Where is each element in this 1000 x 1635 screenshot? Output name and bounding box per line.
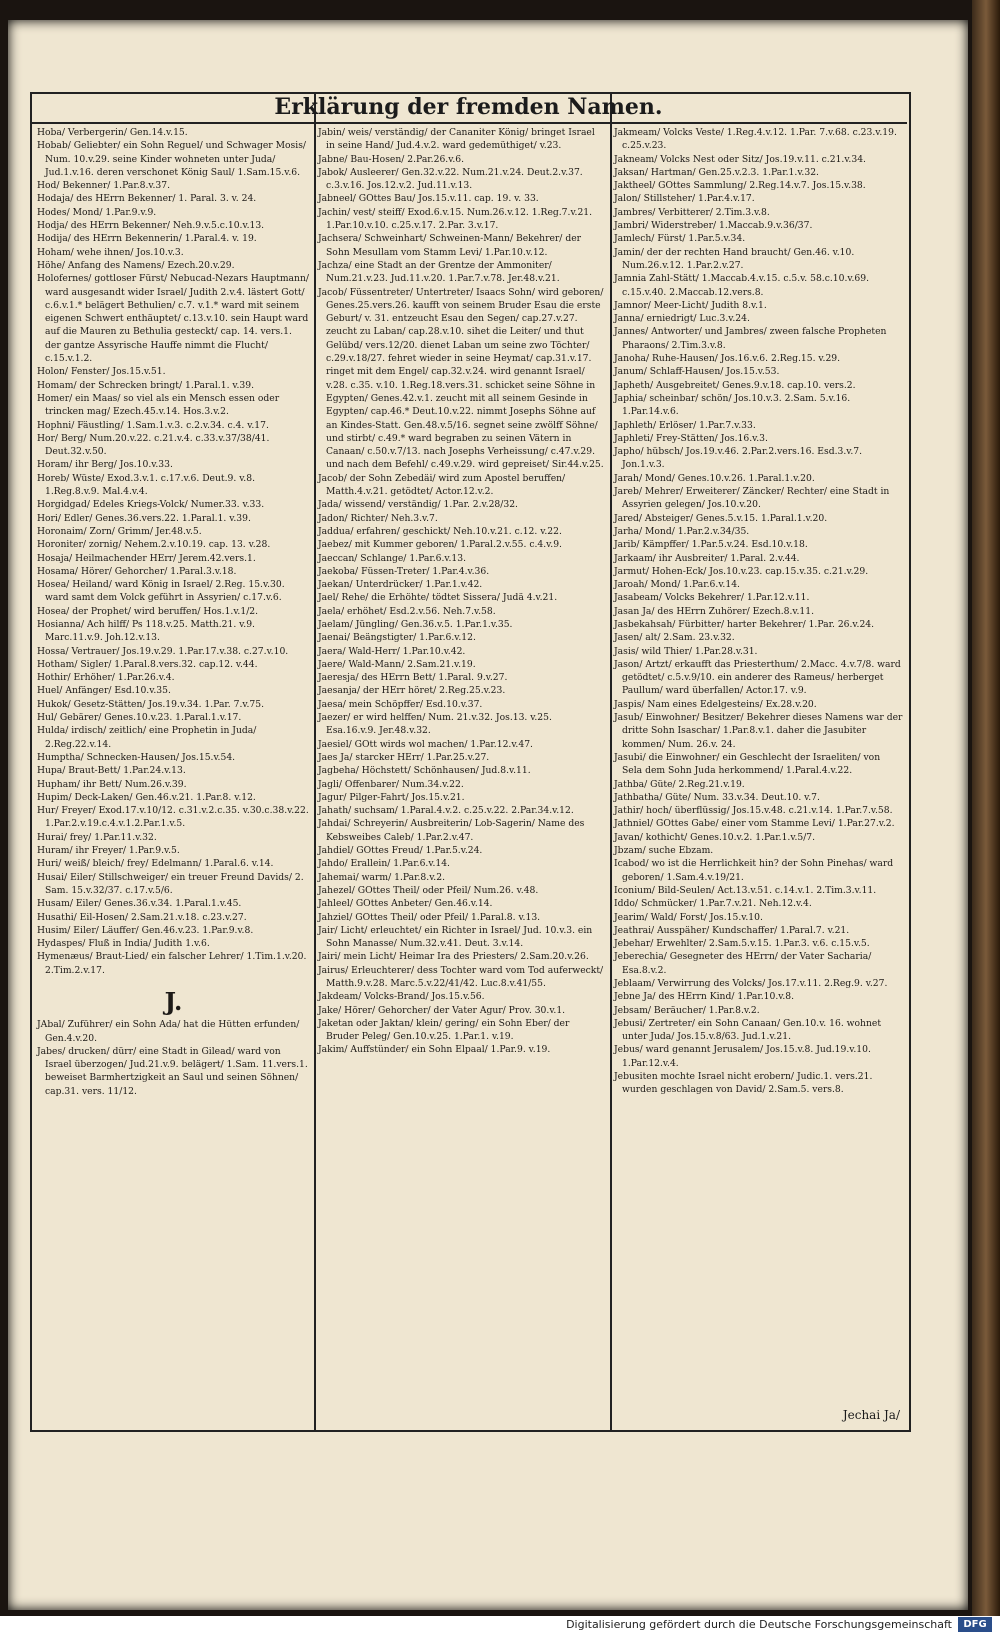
dictionary-entry: Hosaja/ Heilmachender HErr/ Jerem.42.vers.1. (37, 552, 256, 564)
dictionary-entry: Horoniter/ zornig/ Nehem.2.v.10.19. cap. 13. v.28. (37, 539, 271, 551)
dictionary-entry: Hymenæus/ Braut-Lied/ ein falscher Lehrer/ 1.Tim.1.v.20. 2.Tim.2.v.17. (37, 951, 307, 976)
dictionary-entry: Hupham/ ihr Bett/ Num.26.v.39. (37, 778, 187, 790)
section-letter: J. (164, 987, 183, 1016)
dictionary-entry: Hor/ Berg/ Num.20.v.22. c.21.v.4. c.33.v.37/38/41. Deut.32.v.50. (37, 432, 270, 458)
dictionary-entry: Jael/ Rehe/ die Erhöhte/ tödtet Sissera/ Judä 4.v.21. (318, 592, 558, 604)
dictionary-entry: Jebus/ ward genannt Jerusalem/ Jos.15.v.8. Jud.19.v.10. 1.Par.12.v.4. (614, 1044, 871, 1069)
dictionary-entry: Holofernes/ gottloser Fürst/ Nebucad-Nezars Hauptmann/ ward ausgesandt wider Israel/ Judith 2.v.4. lästert Gott/ c.6.v.1.* belägert Bethulien/ c.7. v.1.* ward mit seinem eigenen Schwert enthäuptet/ c.13.v.10. sein Haupt ward auf die Mauren zu Bethulia gesteckt/ cap. 14. vers.1. der gantze Assyrische Hauffe nimmt die Flucht/ c.15.v.1.2. (37, 273, 309, 365)
dictionary-entry: Jakdeam/ Volcks-Brand/ Jos.15.v.56. (318, 991, 485, 1003)
dictionary-entry: Jaes Ja/ starcker HErr/ 1.Par.25.v.27. (318, 751, 490, 763)
dictionary-entry: Jaela/ erhöhet/ Esd.2.v.56. Neh.7.v.58. (318, 605, 496, 617)
dictionary-entry: Husim/ Eiler/ Läuffer/ Gen.46.v.23. 1.Par.9.v.8. (37, 924, 254, 936)
dictionary-entry: Jaekan/ Unterdrücker/ 1.Par.1.v.42. (318, 579, 483, 591)
dictionary-entry: Japhia/ scheinbar/ schön/ Jos.10.v.3. 2.Sam. 5.v.16. 1.Par.14.v.6. (614, 392, 851, 418)
dictionary-entry: Hosea/ der Prophet/ wird beruffen/ Hos.1.v.1/2. (37, 605, 259, 617)
dictionary-entry: Husam/ Eiler/ Genes.36.v.34. 1.Paral.1.v.45. (37, 898, 242, 910)
column-1 (33, 124, 314, 1424)
dictionary-entry: Jannes/ Antworter/ und Jambres/ zween falsche Propheten Pharaons/ 2.Tim.3.v.8. (614, 326, 887, 351)
dictionary-entry: Japho/ hübsch/ Jos.19.v.46. 2.Par.2.vers.16. Esd.3.v.7. Jon.1.v.3. (614, 446, 863, 471)
dictionary-entry: Jasan Ja/ des HErrn Zuhörer/ Ezech.8.v.11. (614, 605, 815, 617)
dictionary-entry: Husai/ Eiler/ Stillschweiger/ ein treuer Freund Davids/ 2. Sam. 15.v.32/37. c.17.v.5/6. (37, 871, 304, 896)
page-header (30, 92, 907, 124)
dictionary-entry: Javan/ kothicht/ Genes.10.v.2. 1.Par.1.v.5/7. (614, 831, 816, 843)
dictionary-entry: Hurai/ frey/ 1.Par.11.v.32. (37, 831, 157, 843)
column-3 (610, 124, 907, 1424)
dictionary-entry: Huri/ weiß/ bleich/ frey/ Edelmann/ 1.Paral.6. v.14. (37, 858, 274, 870)
dictionary-entry: Jamnor/ Meer-Licht/ Judith 8.v.1. (614, 299, 767, 311)
dictionary-entry: Iddo/ Schmücker/ 1.Par.7.v.21. Neh.12.v.4. (614, 898, 812, 910)
dictionary-entry: Jadon/ Richter/ Neh.3.v.7. (318, 512, 438, 524)
dictionary-entry: Hydaspes/ Fluß in India/ Judith 1.v.6. (37, 938, 210, 950)
dictionary-entry: Jeblaam/ Verwirrung des Volcks/ Jos.17.v.11. 2.Reg.9. v.27. (614, 978, 888, 989)
column-2 (314, 124, 608, 1424)
dictionary-entry: Jambri/ Widerstreber/ 1.Maccab.9.v.36/37. (614, 220, 813, 232)
dictionary-entry: Jebusi/ Zertreter/ ein Sohn Canaan/ Gen.10.v. 16. wohnet unter Juda/ Jos.15.v.8/63. Jud.1.v.21. (614, 1017, 882, 1043)
dictionary-entry: Hossa/ Vertrauer/ Jos.19.v.29. 1.Par.17.v.38. c.27.v.10. (37, 645, 289, 657)
dictionary-entry: Hothir/ Erhöher/ 1.Par.26.v.4. (37, 672, 175, 684)
dictionary-entry: Horeb/ Wüste/ Exod.3.v.1. c.17.v.6. Deut.9. v.8. 1.Reg.8.v.9. Mal.4.v.4. (37, 472, 255, 498)
footer-bar (0, 1616, 1000, 1635)
dictionary-entry: Jahdiel/ GOttes Freud/ 1.Par.5.v.24. (318, 845, 483, 857)
dictionary-entry: Jaketan oder Jaktan/ klein/ gering/ ein Sohn Eber/ der Bruder Peleg/ Gen.10.v.25. 1.Par.1. v.19. (318, 1017, 570, 1043)
dictionary-entry: Jagli/ Offenbarer/ Num.34.v.22. (318, 778, 464, 790)
dictionary-entry: Jasen/ alt/ 2.Sam. 23.v.32. (614, 632, 735, 644)
dictionary-entry: Jebne Ja/ des HErrn Kind/ 1.Par.10.v.8. (614, 991, 795, 1003)
dictionary-entry: Jahdai/ Schreyerin/ Ausbreiterin/ Lob-Sagerin/ Name des Kebsweibes Caleb/ 1.Par.2.v.47. (318, 818, 585, 843)
dictionary-entry: Jebusiten mochte Israel nicht erobern/ Judic.1. vers.21. wurden geschlagen von David/ 2.Sam.5. vers.8. (614, 1071, 873, 1096)
dictionary-entry: Jarkaam/ ihr Ausbreiter/ 1.Paral. 2.v.44. (614, 552, 800, 564)
dictionary-entry: Jabne/ Bau-Hosen/ 2.Par.26.v.6. (318, 153, 465, 165)
dictionary-entry: Hupim/ Deck-Laken/ Gen.46.v.21. 1.Par.8. v.12. (37, 791, 256, 803)
dictionary-entry: Jabin/ weis/ verständig/ der Cananiter König/ bringet Israel in seine Hand/ Jud.4.v.2. ward gedemüthiget/ v.23. (318, 127, 595, 152)
catchword: Jechai Ja/ (842, 1408, 900, 1422)
dictionary-entry: Jada/ wissend/ verständig/ 1.Par. 2.v.28/32. (318, 499, 518, 511)
dictionary-entry: Jagbeha/ Höchstett/ Schönhausen/ Jud.8.v.11. (318, 765, 531, 777)
dictionary-entry: Hori/ Edler/ Genes.36.vers.22. 1.Paral.1. v.39. (37, 512, 251, 524)
dictionary-entry: Hur/ Freyer/ Exod.17.v.10/12. c.31.v.2.c.35. v.30.c.38.v.22. 1.Par.2.v.19.c.4.v.1.2.Par.1.v.5. (37, 805, 309, 830)
dictionary-entry: Hodija/ des HErrn Bekennerin/ 1.Paral.4. v. 19. (37, 233, 257, 245)
dictionary-entry: Jabok/ Ausleerer/ Gen.32.v.22. Num.21.v.24. Deut.2.v.37. c.3.v.16. Jos.12.v.2. Jud.11.v.13. (318, 166, 583, 192)
dictionary-entry: Jahezel/ GOttes Theil/ oder Pfeil/ Num.26. v.48. (318, 884, 539, 896)
dictionary-entry: Jathbatha/ Güte/ Num. 33.v.34. Deut.10. v.7. (614, 791, 820, 803)
dictionary-entry: Jagur/ Pilger-Fahrt/ Jos.15.v.21. (318, 791, 465, 803)
dictionary-entry: Japheth/ Ausgebreitet/ Genes.9.v.18. cap.10. vers.2. (614, 379, 856, 391)
dictionary-entry: Jaebez/ mit Kummer geboren/ 1.Paral.2.v.55. c.4.v.9. (318, 539, 562, 551)
dictionary-entry: Horgidgad/ Edeles Kriegs-Volck/ Numer.33. v.33. (37, 499, 265, 511)
dictionary-entry: Jeberechia/ Gesegneter des HErrn/ der Vater Sacharia/ Esa.8.v.2. (614, 951, 872, 976)
dictionary-entry: Hosama/ Hörer/ Gehorcher/ 1.Paral.3.v.18. (37, 565, 237, 577)
dictionary-entry: Jachza/ eine Stadt an der Grentze der Ammoniter/ Num.21.v.23. Jud.11.v.20. 1.Par.7.v.78. Jer.48.v.21. (318, 259, 560, 285)
footer-credit: Digitalisierung gefördert durch die Deutsche Forschungsgemeinschaft (566, 1618, 952, 1631)
dictionary-entry: Jacob/ der Sohn Zebedäi/ wird zum Apostel beruffen/ Matth.4.v.21. getödtet/ Actor.12.v.2. (318, 472, 566, 498)
dictionary-entry: Jakmeam/ Volcks Veste/ 1.Reg.4.v.12. 1.Par. 7.v.68. c.23.v.19. c.25.v.23. (614, 127, 897, 152)
dictionary-entry: Jasis/ wild Thier/ 1.Par.28.v.31. (614, 645, 758, 657)
dictionary-entry: Hodes/ Mond/ 1.Par.9.v.9. (37, 206, 157, 218)
dictionary-entry: Jarib/ Kämpffer/ 1.Par.5.v.24. Esd.10.v.18. (614, 539, 808, 551)
dictionary-entry: Janum/ Schlaff-Hausen/ Jos.15.v.53. (614, 366, 780, 378)
dictionary-entry: Jair/ Licht/ erleuchtet/ ein Richter in Israel/ Jud. 10.v.3. ein Sohn Manasse/ Num.32.v.41. Deut. 3.v.14. (318, 924, 593, 950)
dictionary-entry: Jalon/ Stillsteher/ 1.Par.4.v.17. (614, 193, 755, 205)
dictionary-entry: Hodaja/ des HErrn Bekenner/ 1. Paral. 3. v. 24. (37, 193, 257, 205)
dictionary-entry: Jaksan/ Hartman/ Gen.25.v.2.3. 1.Par.1.v.32. (614, 166, 819, 178)
dictionary-entry: Huram/ ihr Freyer/ 1.Par.9.v.5. (37, 845, 180, 857)
dictionary-entry: Horam/ ihr Berg/ Jos.10.v.33. (37, 459, 173, 471)
dictionary-entry: Jaekoba/ Füssen-Treter/ 1.Par.4.v.36. (318, 565, 490, 577)
book-binding (972, 0, 1000, 1635)
dictionary-entry: Jasubi/ die Einwohner/ ein Geschlecht der Israeliten/ von Sela dem Sohn Juda herkommend/ 1.Paral.4.v.22. (614, 751, 881, 777)
dictionary-entry: Jebehar/ Erwehlter/ 2.Sam.5.v.15. 1.Par.3. v.6. c.15.v.5. (614, 938, 870, 950)
dictionary-entry: Jathba/ Güte/ 2.Reg.21.v.19. (614, 778, 745, 790)
dictionary-entry: Jaezer/ er wird helffen/ Num. 21.v.32. Jos.13. v.25. Esa.16.v.9. Jer.48.v.32. (318, 712, 552, 737)
dictionary-entry: Jakim/ Auffstünder/ ein Sohn Elpaal/ 1.Par.9. v.19. (318, 1044, 551, 1056)
dictionary-entry: Jbzam/ suche Ebzam. (614, 845, 714, 857)
dictionary-entry: Jathir/ hoch/ überflüssig/ Jos.15.v.48. c.21.v.14. 1.Par.7.v.58. (614, 805, 893, 817)
dictionary-entry: Jahleel/ GOttes Anbeter/ Gen.46.v.14. (318, 898, 493, 910)
dictionary-entry: Jairus/ Erleuchterer/ dess Tochter ward vom Tod auferweckt/ Matth.9.v.28. Marc.5.v.22/41/42. Luc.8.v.41/55. (318, 964, 604, 989)
dictionary-entry: Jachsera/ Schweinhart/ Schweinen-Mann/ Bekehrer/ der Sohn Mesullam vom Stamm Levi/ 1.Par.10.v.12. (318, 233, 582, 258)
dictionary-entry: Jake/ Hörer/ Gehorcher/ der Vater Agur/ Prov. 30.v.1. (318, 1004, 566, 1016)
dictionary-entry: Japhleth/ Erlöser/ 1.Par.7.v.33. (614, 419, 756, 431)
dictionary-entry: Hobab/ Geliebter/ ein Sohn Reguel/ und Schwager Mosis/ Num. 10.v.29. seine Kinder wohneten unter Juda/ Jud.1.v.16. deren verschonet König Saul/ 1.Sam.15.v.6. (37, 140, 307, 178)
dictionary-entry: Japhleti/ Frey-Stätten/ Jos.16.v.3. (614, 432, 768, 444)
dictionary-entry: Jasbekahsah/ Fürbitter/ harter Bekehrer/ 1.Par. 26.v.24. (614, 618, 875, 630)
dictionary-entry: Jakneam/ Volcks Nest oder Sitz/ Jos.19.v.11. c.21.v.34. (614, 153, 866, 165)
dictionary-entry: Homer/ ein Maas/ so viel als ein Mensch essen oder trincken mag/ Ezech.45.v.14. Hos.3.v.2. (37, 392, 280, 418)
dictionary-entry: Hosianna/ Ach hilff/ Ps 118.v.25. Matth.21. v.9. Marc.11.v.9. Joh.12.v.13. (37, 618, 255, 644)
dictionary-entry: Hulda/ irdisch/ zeitlich/ eine Prophetin in Juda/ 2.Reg.22.v.14. (37, 725, 257, 750)
dictionary-entry: Hodja/ des HErrn Bekenner/ Neh.9.v.5.c.10.v.13. (37, 220, 265, 232)
dictionary-entry: Hupa/ Braut-Bett/ 1.Par.24.v.13. (37, 765, 186, 777)
dfg-logo: DFG (958, 1617, 992, 1632)
dictionary-entry: Jebsam/ Beräucher/ 1.Par.8.v.2. (614, 1004, 760, 1016)
dictionary-entry: Horonaim/ Zorn/ Grimm/ Jer.48.v.5. (37, 525, 202, 537)
dictionary-entry: Jaddua/ erfahren/ geschickt/ Neh.10.v.21. c.12. v.22. (318, 525, 562, 537)
dictionary-entry: Jaelam/ Jüngling/ Gen.36.v.5. 1.Par.1.v.35. (318, 618, 513, 630)
dictionary-entry: Jaroah/ Mond/ 1.Par.6.v.14. (614, 579, 740, 591)
dictionary-entry: Jaesa/ mein Schöpffer/ Esd.10.v.37. (318, 698, 483, 710)
dictionary-entry: Hoba/ Verbergerin/ Gen.14.v.15. (37, 127, 188, 138)
dictionary-entry: Janoha/ Ruhe-Hausen/ Jos.16.v.6. 2.Reg.15. v.29. (614, 353, 841, 365)
dictionary-entry: Hul/ Gebärer/ Genes.10.v.23. 1.Paral.1.v.17. (37, 712, 242, 724)
dictionary-entry: Jarmut/ Hohen-Eck/ Jos.10.v.23. cap.15.v.35. c.21.v.29. (614, 565, 869, 577)
dictionary-entry: Jaspis/ Nam eines Edelgesteins/ Ex.28.v.20. (614, 698, 817, 710)
dictionary-entry: Jathniel/ GOttes Gabe/ einer vom Stamme Levi/ 1.Par.27.v.2. (614, 818, 895, 830)
dictionary-entry: Hod/ Bekenner/ 1.Par.8.v.37. (37, 180, 171, 192)
dictionary-entry: Humptha/ Schnecken-Hausen/ Jos.15.v.54. (37, 751, 236, 763)
dictionary-entry: Jamnia Zahl-Stätt/ 1.Maccab.4.v.15. c.5.v. 58.c.10.v.69. c.15.v.40. 2.Maccab.12.vers.8. (614, 273, 870, 298)
dictionary-entry: Jamlech/ Fürst/ 1.Par.5.v.34. (614, 233, 746, 245)
dictionary-entry: Jarah/ Mond/ Genes.10.v.26. 1.Paral.1.v.20. (614, 472, 815, 484)
dictionary-entry: Jahemai/ warm/ 1.Par.8.v.2. (318, 871, 445, 883)
dictionary-entry: Jahath/ suchsam/ 1.Paral.4.v.2. c.25.v.22. 2.Par.34.v.12. (318, 805, 574, 817)
dictionary-entry: Jabes/ drucken/ dürr/ eine Stadt in Gilead/ ward von Israel überzogen/ Jud.21.v.9. belägert/ 1.Sam. 11.vers.1. beweiset Barmhertzigkeit an Saul und seinen Söhnen/ cap.31. vers. 11/12. (37, 1045, 308, 1097)
dictionary-entry: Hophni/ Fäustling/ 1.Sam.1.v.3. c.2.v.34. c.4. v.17. (37, 419, 269, 431)
dictionary-entry: Janna/ erniedrigt/ Luc.3.v.24. (614, 313, 750, 325)
dictionary-entry: Jarha/ Mond/ 1.Par.2.v.34/35. (614, 525, 750, 537)
dictionary-entry: Jareb/ Mehrer/ Erweiterer/ Zäncker/ Rechter/ eine Stadt in Assyrien gelegen/ Jos.10.v.20. (614, 486, 890, 511)
dictionary-entry: Jaenai/ Beängstigter/ 1.Par.6.v.12. (318, 632, 476, 644)
dictionary-entry: Jacob/ Füssentreter/ Untertreter/ Isaacs Sohn/ wird geboren/ Genes.25.vers.26. kaufft von seinem Bruder Esau die erste Geburt/ v. 31. entzeucht Esau den Segen/ cap.27.v.27. zeucht zu Laban/ cap.28.v.10. sihet die Leiter/ und thut Gelübd/ vers.12/20. dienet Laban um seine zwo Töchter/ c.29.v.18/27. fehret wieder in seine Heymat/ cap.31.v.17. ringet mit dem Engel/ cap.32.v.24. wird genannt Israel/ v.28. c.35. v.10. 1.Reg.18.vers.31. schicket seine Söhne in Egypten/ Genes.42.v.1. zeucht mit all seinem Gesinde in Egypten/ cap.46.* Deut.10.v.22. nimmt Josephs Söhne auf an Kindes-Statt. Gen.48.v.5/16. segnet seine zwölff Söhne/ und stirbt/ c.49.* ward begraben zu seinen Vätern in Canaan/ c.50.v.7/13. nach Josephs Verheissung/ c.47.v.29. und nach dem Befehl/ c.49.v.29. wird gepreiset/ Sir.44.v.25. (318, 286, 604, 471)
dictionary-entry: Jearim/ Wald/ Forst/ Jos.15.v.10. (614, 911, 763, 923)
dictionary-entry: Icabod/ wo ist die Herrlichkeit hin? der Sohn Pinehas/ ward geboren/ 1.Sam.4.v.19/21. (614, 858, 894, 883)
dictionary-entry: Jairi/ mein Licht/ Heimar Ira des Priesters/ 2.Sam.20.v.26. (318, 951, 589, 963)
dictionary-entry: Jason/ Artzt/ erkaufft das Priesterthum/ 2.Macc. 4.v.7/8. ward getödtet/ c.5.v.9/10. ein anderer des Rameus/ herberget Paullum/ ward überfallen/ Actor.17. v.9. (614, 658, 901, 697)
dictionary-entry: Jabneel/ GOttes Bau/ Jos.15.v.11. cap. 19. v. 33. (318, 193, 539, 205)
dictionary-entry: Jasub/ Einwohner/ Besitzer/ Bekehrer dieses Namens war der dritte Sohn Isaschar/ 1.Par.8.v.1. daher die Jasubiter kommen/ Num. 26.v. 24. (614, 712, 903, 750)
dictionary-entry: Jamin/ der der rechten Hand braucht/ Gen.46. v.10. Num.26.v.12. 1.Par.2.v.27. (614, 246, 855, 271)
dictionary-entry: Höhe/ Anfang des Namens/ Ezech.20.v.29. (37, 259, 235, 271)
dictionary-entry: Jahdo/ Erallein/ 1.Par.6.v.14. (318, 858, 450, 870)
dictionary-entry: Hosea/ Heiland/ ward König in Israel/ 2.Reg. 15.v.30. ward samt dem Volck geführt in Assyrien/ c.17.v.6. (37, 579, 285, 604)
dictionary-entry: Jared/ Absteiger/ Genes.5.v.15. 1.Paral.1.v.20. (614, 512, 828, 524)
dictionary-entry: Jeathrai/ Ausspäher/ Kundschaffer/ 1.Paral.7. v.21. (614, 924, 850, 936)
dictionary-entry: Jaeccan/ Schlange/ 1.Par.6.v.13. (318, 552, 467, 564)
dictionary-entry: Jahziel/ GOttes Theil/ oder Pfeil/ 1.Paral.8. v.13. (318, 911, 541, 923)
dictionary-entry: Homam/ der Schrecken bringt/ 1.Paral.1. v.39. (37, 379, 255, 391)
dictionary-entry: Jaktheel/ GOttes Sammlung/ 2.Reg.14.v.7. Jos.15.v.38. (614, 180, 866, 192)
dictionary-entry: Holon/ Fenster/ Jos.15.v.51. (37, 366, 166, 378)
dictionary-entry: Huel/ Anfänger/ Esd.10.v.35. (37, 685, 171, 697)
dictionary-entry: Jaesiel/ GOtt wirds wol machen/ 1.Par.12.v.47. (318, 738, 533, 750)
dictionary-entry: Hoham/ wehe ihnen/ Jos.10.v.3. (37, 246, 184, 258)
dictionary-entry: Iconium/ Bild-Seulen/ Act.13.v.51. c.14.v.1. 2.Tim.3.v.11. (614, 884, 877, 896)
dictionary-entry: Jasabeam/ Volcks Bekehrer/ 1.Par.12.v.11. (614, 592, 810, 604)
dictionary-entry: Jaera/ Wald-Herr/ 1.Par.10.v.42. (318, 645, 466, 657)
dictionary-entry: Jaere/ Wald-Mann/ 2.Sam.21.v.19. (318, 658, 476, 670)
dictionary-entry: Hotham/ Sigler/ 1.Paral.8.vers.32. cap.12. v.44. (37, 658, 258, 670)
dictionary-entry: JAbal/ Zuführer/ ein Sohn Ada/ hat die Hütten erfunden/ Gen.4.v.20. (37, 1019, 300, 1044)
dictionary-entry: Husathi/ Eil-Hosen/ 2.Sam.21.v.18. c.23.v.27. (37, 911, 247, 923)
dictionary-entry: Jambres/ Verbitterer/ 2.Tim.3.v.8. (614, 206, 770, 218)
page-title: Erklärung der fremden Namen. (274, 94, 663, 120)
dictionary-entry: Jachin/ vest/ steiff/ Exod.6.v.15. Num.26.v.12. 1.Reg.7.v.21. 1.Par.10.v.10. c.25.v.17. 2.Par. 3.v.17. (318, 206, 593, 232)
dictionary-entry: Jaesanja/ der HErr höret/ 2.Reg.25.v.23. (318, 685, 506, 697)
dictionary-entry: Jaeresja/ des HErrn Bett/ 1.Paral. 9.v.27. (318, 672, 508, 684)
dictionary-entry: Hukok/ Gesetz-Stätten/ Jos.19.v.34. 1.Par. 7.v.75. (37, 698, 265, 710)
